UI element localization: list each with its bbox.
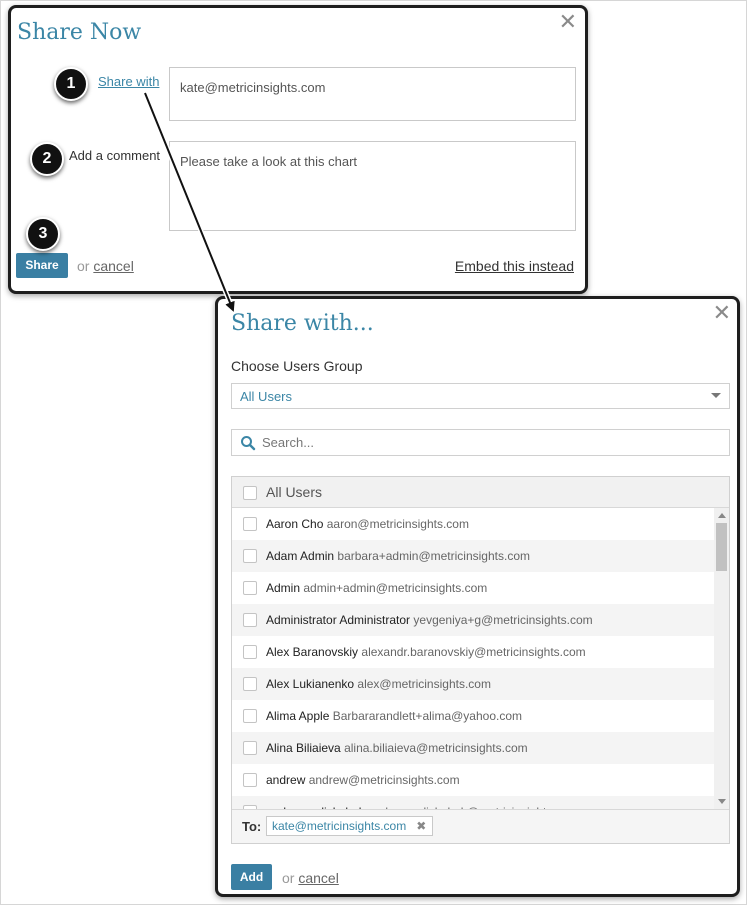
share-with-title: Share with... [231, 311, 374, 336]
share-with-link[interactable]: Share with [98, 74, 160, 89]
embed-instead-link[interactable]: Embed this instead [454, 258, 574, 274]
user-name: Aaron Cho [266, 517, 324, 531]
user-name: Adam Admin [266, 549, 335, 563]
share-with-input[interactable]: kate@metricinsights.com [169, 67, 576, 121]
recipient-email: kate@metricinsights.com [272, 819, 407, 833]
user-email: Barbararandlett+alima@yahoo.com [332, 709, 522, 723]
user-email: alex@metricinsights.com [357, 677, 491, 691]
comment-textarea[interactable]: Please take a look at this chart [169, 141, 576, 231]
user-email: aaron@metricinsights.com [326, 517, 469, 531]
user-email: barbara+admin@metricinsights.com [337, 549, 530, 563]
or-label: or [282, 870, 295, 886]
user-name: Alina Biliaieva [266, 741, 341, 755]
user-name: Admin [266, 581, 301, 595]
user-email: alexandr.baranovskiy@metricinsights.com [361, 645, 586, 659]
add-button[interactable]: Add [231, 864, 272, 890]
user-email: yevgeniya+g@metricinsights.com [413, 613, 593, 627]
remove-recipient-icon[interactable]: ✖ [416, 819, 427, 833]
user-name: Alex Lukianenko [266, 677, 355, 691]
comment-label: Add a comment [69, 148, 161, 163]
user-email: admin+admin@metricinsights.com [303, 581, 488, 595]
search-placeholder: Search... [262, 435, 315, 450]
user-name: andrew [266, 773, 306, 787]
or-label: or [77, 258, 90, 274]
share-now-title: Share Now [17, 20, 142, 45]
callout-badge-3: 3 [26, 217, 60, 251]
user-email: alina.biliaieva@metricinsights.com [344, 741, 528, 755]
user-name: Administrator Administrator [266, 613, 411, 627]
user-name: Alima Apple [266, 709, 330, 723]
all-users-label: All Users [266, 484, 323, 500]
users-group-label: Choose Users Group [231, 358, 363, 374]
callout-badge-2: 2 [30, 142, 64, 176]
close-icon[interactable]: ✕ [558, 10, 577, 35]
share-button[interactable]: Share [16, 253, 68, 278]
cancel-link[interactable]: cancel [298, 870, 339, 886]
user-name: Alex Baranovskiy [266, 645, 359, 659]
user-email: andrew@metricinsights.com [308, 773, 460, 787]
users-group-selected: All Users [240, 389, 293, 404]
close-icon[interactable]: ✕ [712, 301, 731, 326]
callout-badge-1: 1 [54, 67, 88, 101]
to-label: To: [242, 819, 262, 834]
cancel-link[interactable]: cancel [93, 258, 134, 274]
